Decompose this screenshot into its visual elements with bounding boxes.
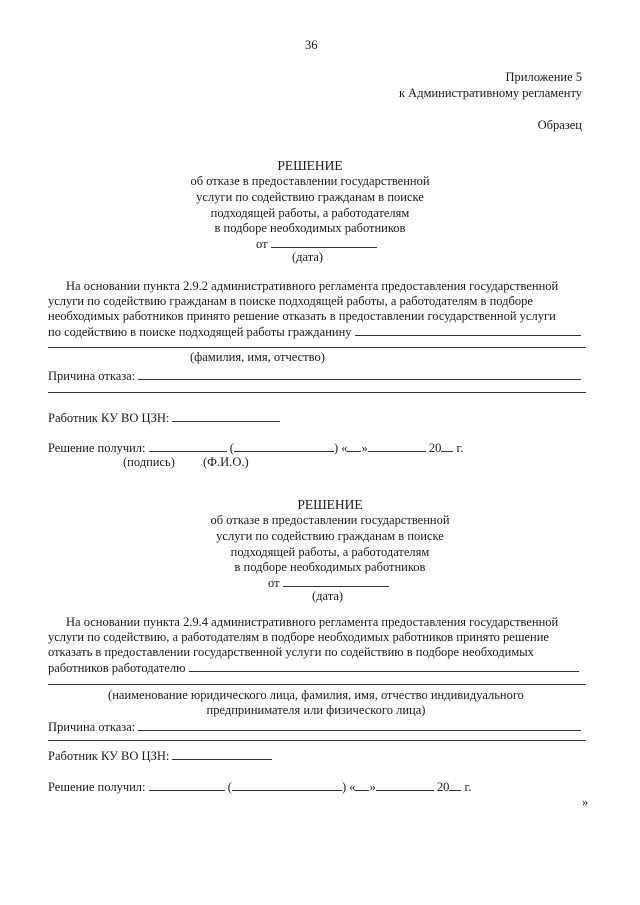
decision2-entity-caption-2: предпринимателя или физического лица) — [206, 703, 426, 717]
decision2-quote-open: « — [349, 780, 356, 794]
decision1-year-suffix: г. — [456, 441, 464, 455]
decision2-subtitle-4: в подборе необходимых работников — [234, 560, 426, 574]
decision2-received-field — [48, 779, 471, 795]
decision2-subtitle-3: подходящей работы, а работодателям — [230, 545, 430, 559]
decision1-fio-line — [48, 347, 586, 348]
decision1-date-blank — [271, 236, 377, 248]
decision2-year-prefix: 20 — [436, 780, 450, 794]
decision1-quote-close: » — [361, 441, 368, 455]
regulation-label: к Административному регламенту — [398, 86, 582, 100]
decision1-body-4 — [48, 324, 581, 340]
decision2-title: РЕШЕНИЕ — [297, 497, 363, 512]
decision2-reason-blank — [138, 719, 581, 731]
decision2-paren-close: ) — [341, 780, 347, 794]
decision1-initials-caption: (Ф.И.О.) — [203, 455, 249, 469]
decision1-year-blank — [441, 440, 453, 452]
decision1-name-blank — [234, 440, 334, 452]
decision2-subtitle-2: услуги по содействию гражданам в поиске — [216, 529, 444, 543]
decision2-from-label: от — [268, 576, 280, 590]
decision1-month-blank — [368, 440, 426, 452]
decision1-year-prefix: 20 — [428, 441, 442, 455]
decision1-reason-blank — [138, 368, 581, 380]
decision1-title: РЕШЕНИЕ — [277, 158, 343, 173]
decision2-worker-field — [48, 748, 272, 764]
closing-quote-mark: » — [582, 795, 589, 809]
sample-label: Образец — [537, 118, 582, 132]
decision1-reason-label: Причина отказа: — [48, 369, 136, 383]
decision2-quote-close: » — [369, 780, 376, 794]
decision1-citizen-blank — [355, 324, 581, 336]
decision1-subtitle-2: услуги по содействию гражданам в поиске — [196, 190, 424, 204]
decision1-signature-blank — [149, 440, 227, 452]
decision2-paren-open: ( — [227, 780, 232, 794]
decision2-signature-blank — [149, 779, 225, 791]
decision1-worker-field — [48, 410, 280, 426]
page-number: 36 — [305, 38, 318, 52]
decision2-body-4-text: работников работодателю — [48, 661, 186, 675]
decision1-subtitle-4: в подборе необходимых работников — [214, 221, 406, 235]
appendix-label: Приложение 5 — [505, 70, 582, 84]
decision1-worker-blank — [172, 410, 280, 422]
decision2-body-1: На основании пункта 2.9.4 административного регламента предоставления государственной — [66, 615, 559, 629]
decision2-worker-label: Работник КУ ВО ЦЗН: — [48, 749, 170, 763]
decision2-reason-line-2 — [48, 740, 586, 741]
decision2-worker-blank — [172, 748, 272, 760]
decision2-day-blank — [355, 779, 369, 791]
decision2-year-suffix: г. — [464, 780, 472, 794]
decision2-month-blank — [376, 779, 434, 791]
decision2-subtitle-1: об отказе в предоставлении государственной — [210, 513, 450, 527]
decision1-worker-label: Работник КУ ВО ЦЗН: — [48, 411, 170, 425]
decision2-body-4 — [48, 660, 579, 676]
decision1-date-caption: (дата) — [292, 250, 324, 264]
decision2-reason-field — [48, 719, 581, 735]
decision2-entity-caption-1: (наименование юридического лица, фамилия, имя, отчество индивидуального — [108, 688, 524, 702]
decision2-reason-label: Причина отказа: — [48, 720, 136, 734]
decision1-paren-close: ) — [333, 441, 339, 455]
decision1-subtitle-3: подходящей работы, а работодателям — [210, 206, 410, 220]
decision2-body-2: услуги по содействию, а работодателям в подборе необходимых работников принято решение — [48, 630, 549, 644]
decision1-day-blank — [347, 440, 361, 452]
decision1-body-2: услуги по содействию гражданам в поиске подходящей работы, а работодателям в подборе — [48, 294, 533, 308]
decision1-reason-field — [48, 368, 581, 384]
decision1-signature-caption: (подпись) — [123, 455, 175, 469]
decision2-received-label: Решение получил: — [48, 780, 146, 794]
decision1-reason-line-2 — [48, 392, 586, 393]
decision1-received-field — [48, 440, 463, 456]
decision1-from-label: от — [256, 237, 268, 251]
decision1-body-1: На основании пункта 2.9.2 административного регламента предоставления государственной — [66, 279, 559, 293]
decision1-fio-caption: (фамилия, имя, отчество) — [190, 350, 325, 364]
decision1-paren-open: ( — [229, 441, 234, 455]
decision1-subtitle-1: об отказе в предоставлении государственной — [190, 174, 430, 188]
decision1-received-label: Решение получил: — [48, 441, 146, 455]
decision1-quote-open: « — [341, 441, 348, 455]
decision1-body-4-text: по содействию в поиске подходящей работы гражданину — [48, 325, 352, 339]
decision2-name-blank — [232, 779, 342, 791]
decision2-date-blank — [283, 575, 389, 587]
decision2-date-caption: (дата) — [312, 589, 344, 603]
decision2-entity-line — [48, 684, 586, 685]
decision2-year-blank — [449, 779, 461, 791]
decision2-body-3: отказать в предоставлении государственной услуги по содействию в подборе необходимых — [48, 645, 534, 659]
decision2-employer-blank — [189, 660, 579, 672]
decision1-body-3: необходимых работников принято решение отказать в предоставлении государственной услуги — [48, 309, 556, 323]
